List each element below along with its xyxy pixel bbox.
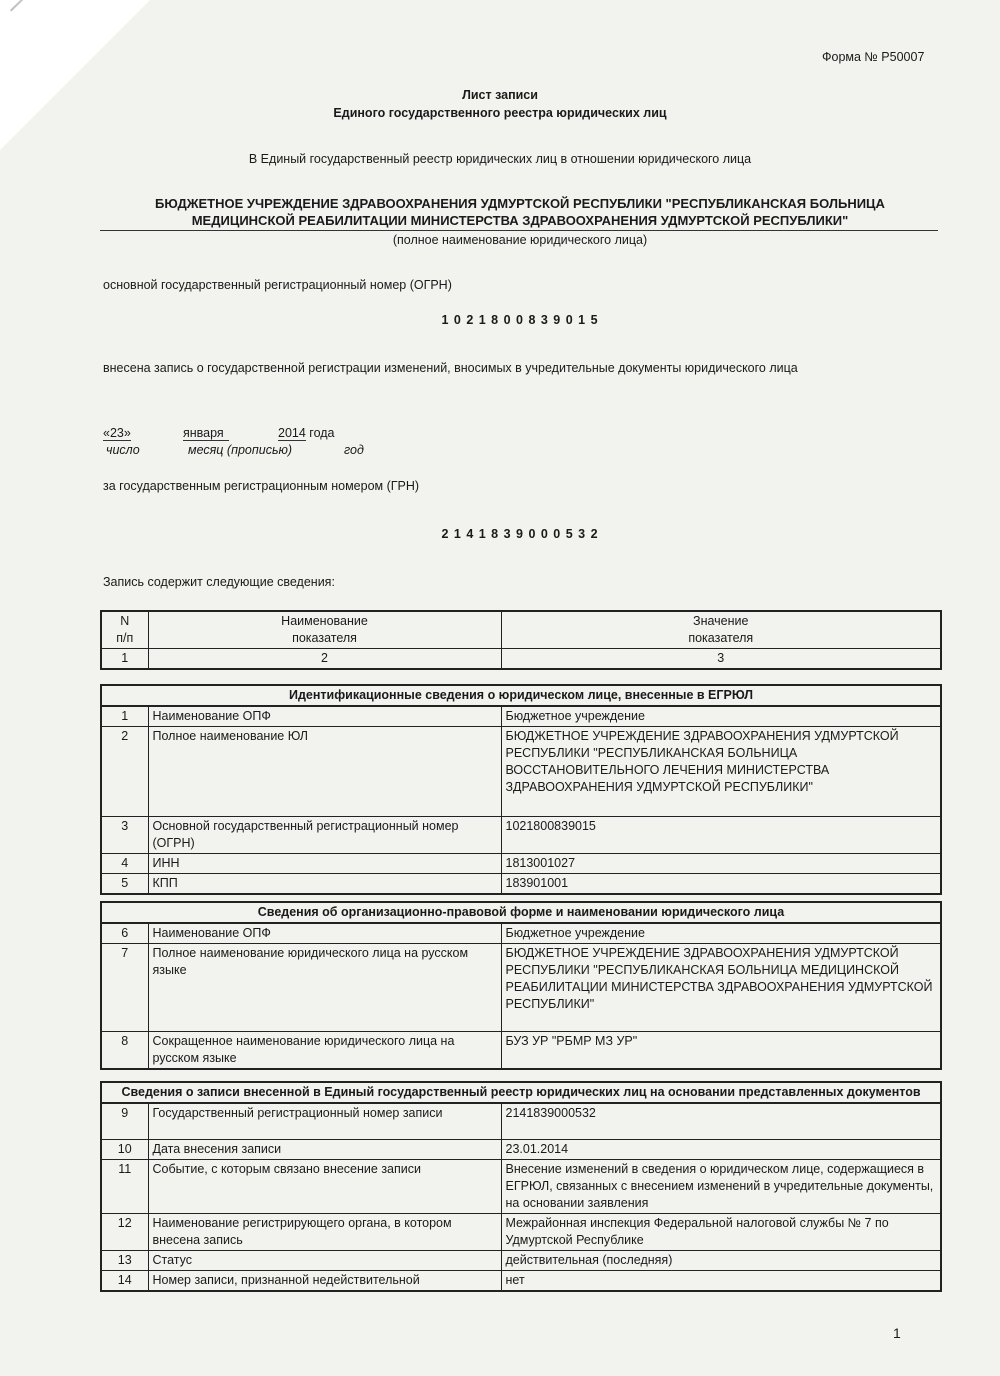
title-line-1: Лист записи (462, 88, 538, 102)
col-index-2: 2 (148, 649, 501, 670)
date-month-caption: месяц (прописью) (188, 443, 293, 457)
ogrn-value: 1 0 2 1 8 0 0 8 3 9 0 1 5 (441, 313, 599, 327)
table-row: 7 Полное наименование юридического лица на русском языке БЮДЖЕТНОЕ УЧРЕЖДЕНИЕ ЗДРАВООХРАНЕНИЯ УДМУРТСКОЙ РЕСПУБЛИКИ "РЕСПУБЛИКАНСКАЯ БОЛЬНИЦА МЕДИЦИНСКОЙ РЕАБИЛИТАЦИИ МИНИСТЕРСТВА ЗДРАВООХРАНЕНИЯ УДМУРТСКОЙ РЕСПУБЛИКИ" (101, 944, 941, 1032)
intro-text: В Единый государственный реестр юридических лиц в отношении юридического лица (248, 152, 752, 166)
table-row: 9 Государственный регистрационный номер записи 2141839000532 (101, 1103, 941, 1139)
date-day-caption: число (106, 443, 140, 457)
folded-corner (0, 0, 150, 150)
table-row: 8 Сокращенное наименование юридического лица на русском языке БУЗ УР "РБМР МЗ УР" (101, 1032, 941, 1070)
col-value-header: Значение показателя (501, 611, 941, 649)
page-number: 1 (893, 1325, 901, 1341)
table-row: 14 Номер записи, признанной недействительной нет (101, 1270, 941, 1291)
columns-header-table (100, 610, 942, 670)
org-name-underline (100, 230, 938, 231)
table-row: 13 Статус действительная (последняя) (101, 1250, 941, 1270)
section-title: Сведения о записи внесенной в Единый государственный реестр юридических лиц на основании представленных документов (101, 1082, 941, 1103)
org-name-caption: (полное наименование юридического лица) (392, 233, 648, 247)
contains-text: Запись содержит следующие сведения: (103, 575, 335, 589)
date-year: 2014 года (278, 426, 335, 440)
section-identification (100, 684, 942, 895)
date-year-caption: год (344, 443, 364, 457)
col-name-header: Наименование показателя (148, 611, 501, 649)
section-record-info (100, 1081, 942, 1292)
date-month: января (183, 426, 229, 441)
section-legal-form (100, 901, 942, 1070)
table-row: 10 Дата внесения записи 23.01.2014 (101, 1139, 941, 1159)
table-row: 11 Событие, с которым связано внесение записи Внесение изменений в сведения о юридическом лице, содержащиеся в ЕГРЮЛ, связанных с внесением изменений в учредительные документы, на основании заявления (101, 1159, 941, 1213)
col-index-1: 1 (101, 649, 148, 670)
ogrn-label: основной государственный регистрационный номер (ОГРН) (103, 278, 452, 292)
table-row: 3 Основной государственный регистрационный номер (ОГРН) 1021800839015 (101, 817, 941, 854)
table-row: 5 КПП 183901001 (101, 874, 941, 895)
table-row: 1 Наименование ОПФ Бюджетное учреждение (101, 706, 941, 727)
table-row: 4 ИНН 1813001027 (101, 854, 941, 874)
date-day: «23» (103, 426, 131, 440)
section-title: Идентификационные сведения о юридическом лице, внесенные в ЕГРЮЛ (101, 685, 941, 706)
form-number: Форма № Р50007 (822, 50, 925, 64)
col-index-3: 3 (501, 649, 941, 670)
title-line-2: Единого государственного реестра юридических лиц (333, 106, 667, 120)
org-name-line-1: БЮДЖЕТНОЕ УЧРЕЖДЕНИЕ ЗДРАВООХРАНЕНИЯ УДМУРТСКОЙ РЕСПУБЛИКИ "РЕСПУБЛИКАНСКАЯ БОЛЬНИЦА (155, 196, 885, 211)
table-row: 12 Наименование регистрирующего органа, в котором внесена запись Межрайонная инспекция Федеральной налоговой службы № 7 по Удмуртской Республике (101, 1213, 941, 1250)
col-number-header: N п/п (101, 611, 148, 649)
table-row: 6 Наименование ОПФ Бюджетное учреждение (101, 923, 941, 944)
section-title: Сведения об организационно-правовой форме и наименовании юридического лица (101, 902, 941, 923)
entry-text: внесена запись о государственной регистрации изменений, вносимых в учредительные документы юридического лица (103, 361, 798, 375)
org-name-line-2: МЕДИЦИНСКОЙ РЕАБИЛИТАЦИИ МИНИСТЕРСТВА ЗДРАВООХРАНЕНИЯ УДМУРТСКОЙ РЕСПУБЛИКИ" (191, 213, 849, 228)
table-row: 2 Полное наименование ЮЛ БЮДЖЕТНОЕ УЧРЕЖДЕНИЕ ЗДРАВООХРАНЕНИЯ УДМУРТСКОЙ РЕСПУБЛИКИ "РЕСПУБЛИКАНСКАЯ БОЛЬНИЦА ВОССТАНОВИТЕЛЬНОГО ЛЕЧЕНИЯ МИНИСТЕРСТВА ЗДРАВООХРАНЕНИЯ УДМУРТСКОЙ РЕСПУБЛИКИ" (101, 727, 941, 817)
grn-value: 2 1 4 1 8 3 9 0 0 0 5 3 2 (441, 527, 599, 541)
grn-label: за государственным регистрационным номером (ГРН) (103, 479, 420, 493)
